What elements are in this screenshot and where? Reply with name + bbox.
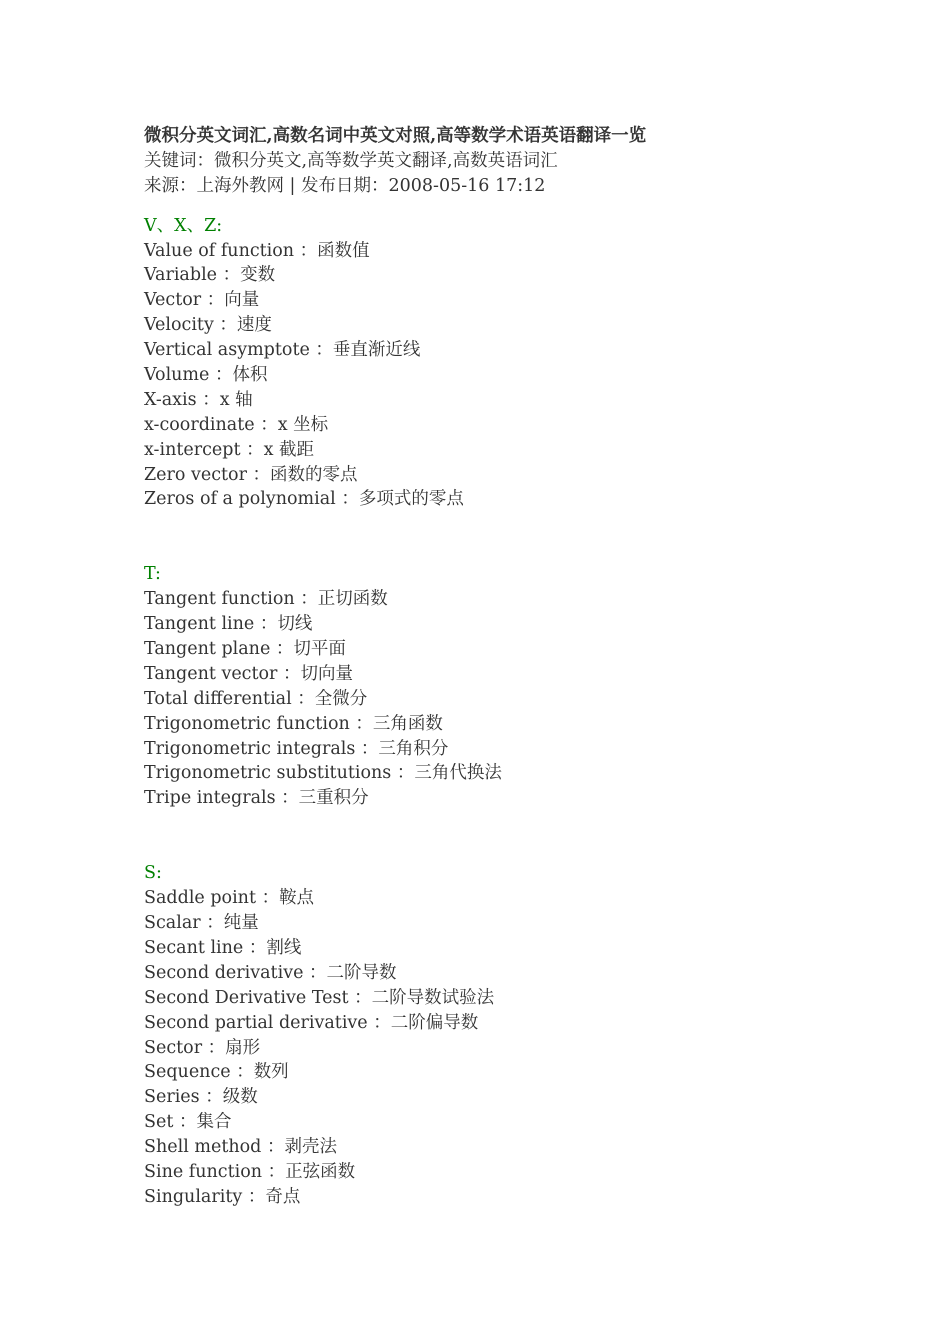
term-separator: ： (252, 464, 271, 485)
term-cn: 正切函数 (317, 589, 388, 610)
term-en: Scalar (144, 913, 201, 934)
list-item (144, 786, 844, 811)
term-separator: ： (297, 688, 315, 709)
term-separator: ： (354, 987, 372, 1008)
term-en: Total differential (144, 688, 292, 709)
term-cn: 扇形 (225, 1037, 261, 1058)
term-separator: ： (373, 1012, 391, 1033)
list-item (144, 737, 844, 762)
term-cn: 二阶导数试验法 (371, 987, 495, 1008)
term-cn: 三角代换法 (414, 763, 502, 784)
term-separator: ： (206, 290, 225, 311)
section-heading: V、X、Z: (144, 215, 223, 236)
list-item (144, 1036, 844, 1061)
term-cn: 数列 (253, 1062, 289, 1083)
document-title: 微积分英文词汇,高数名词中英文对照,高等数学术语英语翻译一览 (144, 126, 647, 146)
term-cn: 鞍点 (279, 888, 315, 909)
term-separator: ： (261, 888, 280, 909)
term-separator: ： (219, 315, 237, 336)
term-separator: ： (281, 788, 299, 809)
term-separator: ： (205, 1087, 223, 1108)
term-separator: ： (207, 1037, 226, 1058)
list-item (144, 936, 844, 961)
term-en: Sine function (144, 1161, 263, 1182)
term-en: X-axis (144, 389, 197, 410)
term-cn: 二阶偏导数 (390, 1012, 479, 1033)
term-cn: 向量 (224, 290, 260, 311)
entry-list (144, 886, 844, 1210)
term-en: Series (144, 1087, 200, 1108)
term-cn: 级数 (222, 1087, 258, 1108)
term-separator: ： (222, 265, 241, 286)
term-separator: ： (315, 340, 333, 361)
list-item (144, 363, 844, 388)
term-separator: ： (300, 589, 318, 610)
term-cn: 切平面 (293, 639, 346, 660)
term-separator: ： (360, 738, 379, 759)
term-separator: ： (275, 639, 294, 660)
term-separator: ： (236, 1062, 254, 1083)
term-en: x-intercept (144, 439, 241, 460)
list-item (144, 1011, 844, 1036)
term-en: Tangent vector (144, 663, 278, 684)
term-en: Saddle point (144, 888, 256, 909)
term-en: Trigonometric function (144, 713, 350, 734)
term-en: Trigonometric integrals (144, 738, 356, 759)
entry-list (144, 587, 844, 811)
term-cn: 集合 (196, 1112, 232, 1133)
term-en: Secant line (144, 937, 244, 958)
term-cn: 剥壳法 (284, 1137, 337, 1158)
term-separator: ： (267, 1161, 286, 1182)
list-item (144, 463, 844, 488)
term-en: Shell method (144, 1137, 262, 1158)
term-cn: 纯量 (223, 913, 259, 934)
term-cn: 正弦函数 (285, 1161, 356, 1182)
list-item (144, 1060, 844, 1085)
term-separator: ： (246, 439, 264, 460)
term-en: Second partial derivative (144, 1012, 368, 1033)
list-item (144, 487, 844, 512)
section-t (144, 562, 844, 811)
term-en: Value of function (144, 240, 295, 261)
term-en: Volume (144, 365, 210, 386)
term-separator: ： (247, 1186, 266, 1207)
term-cn: 多项式的零点 (358, 489, 464, 510)
term-en: Zeros of a polynomial (144, 489, 336, 510)
term-separator: ： (260, 414, 278, 435)
list-item (144, 1185, 844, 1210)
term-separator: ： (178, 1112, 197, 1133)
list-item (144, 413, 844, 438)
section-vxz (144, 214, 844, 513)
term-en: Velocity (144, 315, 214, 336)
term-separator: ： (214, 365, 233, 386)
term-en: Variable (144, 265, 218, 286)
term-separator: ： (266, 1137, 285, 1158)
term-cn: 三角函数 (372, 713, 443, 734)
list-item (144, 1135, 844, 1160)
term-cn: 速度 (236, 315, 272, 336)
term-en: Vector (144, 290, 202, 311)
list-item (144, 961, 844, 986)
list-item (144, 438, 844, 463)
list-item (144, 1160, 844, 1185)
term-separator: ： (341, 489, 359, 510)
document-page (144, 124, 844, 1210)
section-s (144, 861, 844, 1209)
list-item (144, 886, 844, 911)
term-cn: 函数值 (317, 240, 370, 261)
term-separator: ： (202, 389, 220, 410)
term-cn: 三重积分 (298, 788, 369, 809)
term-cn: 全微分 (314, 688, 368, 709)
list-item (144, 338, 844, 363)
entry-list (144, 239, 844, 513)
source-line: 来源：上海外教网 | 发布日期：2008-05-16 17:12 (144, 175, 546, 196)
term-cn: 体积 (232, 365, 268, 386)
list-item (144, 1110, 844, 1135)
section-heading: T: (144, 564, 161, 585)
list-item (144, 637, 844, 662)
term-en: Tangent line (144, 614, 255, 635)
list-item (144, 986, 844, 1011)
list-item (144, 313, 844, 338)
term-cn: 切向量 (300, 663, 353, 684)
term-en: Second derivative (144, 962, 304, 983)
list-item (144, 1085, 844, 1110)
term-en: Vertical asymptote (144, 340, 310, 361)
term-en: Singularity (144, 1186, 243, 1207)
term-separator: ： (396, 763, 415, 784)
term-separator: ： (283, 663, 301, 684)
term-cn: x 坐标 (277, 414, 329, 435)
term-en: Zero vector (144, 464, 247, 485)
term-cn: 垂直渐近线 (332, 340, 421, 361)
section-heading: S: (144, 863, 162, 884)
list-item (144, 288, 844, 313)
term-cn: x 轴 (219, 389, 253, 410)
term-separator: ： (309, 962, 327, 983)
list-item (144, 263, 844, 288)
spacer (144, 512, 844, 562)
term-en: x-coordinate (144, 414, 255, 435)
term-separator: ： (259, 614, 278, 635)
term-cn: 奇点 (265, 1186, 301, 1207)
term-en: Tangent plane (144, 639, 271, 660)
term-cn: x 截距 (263, 439, 315, 460)
term-cn: 三角积分 (378, 738, 449, 759)
term-cn: 变数 (240, 265, 276, 286)
spacer (144, 199, 844, 214)
term-en: Sequence (144, 1062, 231, 1083)
term-separator: ： (248, 937, 267, 958)
term-en: Set (144, 1112, 174, 1133)
term-separator: ： (355, 713, 373, 734)
term-en: Tripe integrals (144, 788, 276, 809)
list-item (144, 239, 844, 264)
list-item (144, 712, 844, 737)
term-separator: ： (299, 240, 318, 261)
term-en: Second Derivative Test (144, 987, 349, 1008)
term-separator: ： (206, 913, 224, 934)
list-item (144, 761, 844, 786)
list-item (144, 662, 844, 687)
keywords-line: 关键词：微积分英文,高等数学英文翻译,高数英语词汇 (144, 150, 558, 171)
spacer (144, 811, 844, 861)
term-cn: 函数的零点 (270, 464, 358, 485)
term-en: Trigonometric substitutions (144, 763, 392, 784)
list-item (144, 687, 844, 712)
list-item (144, 587, 844, 612)
list-item (144, 388, 844, 413)
list-item (144, 911, 844, 936)
term-en: Tangent function (144, 589, 295, 610)
term-cn: 二阶导数 (326, 962, 397, 983)
list-item (144, 612, 844, 637)
term-en: Sector (144, 1037, 203, 1058)
term-cn: 切线 (277, 614, 313, 635)
term-cn: 割线 (266, 937, 302, 958)
